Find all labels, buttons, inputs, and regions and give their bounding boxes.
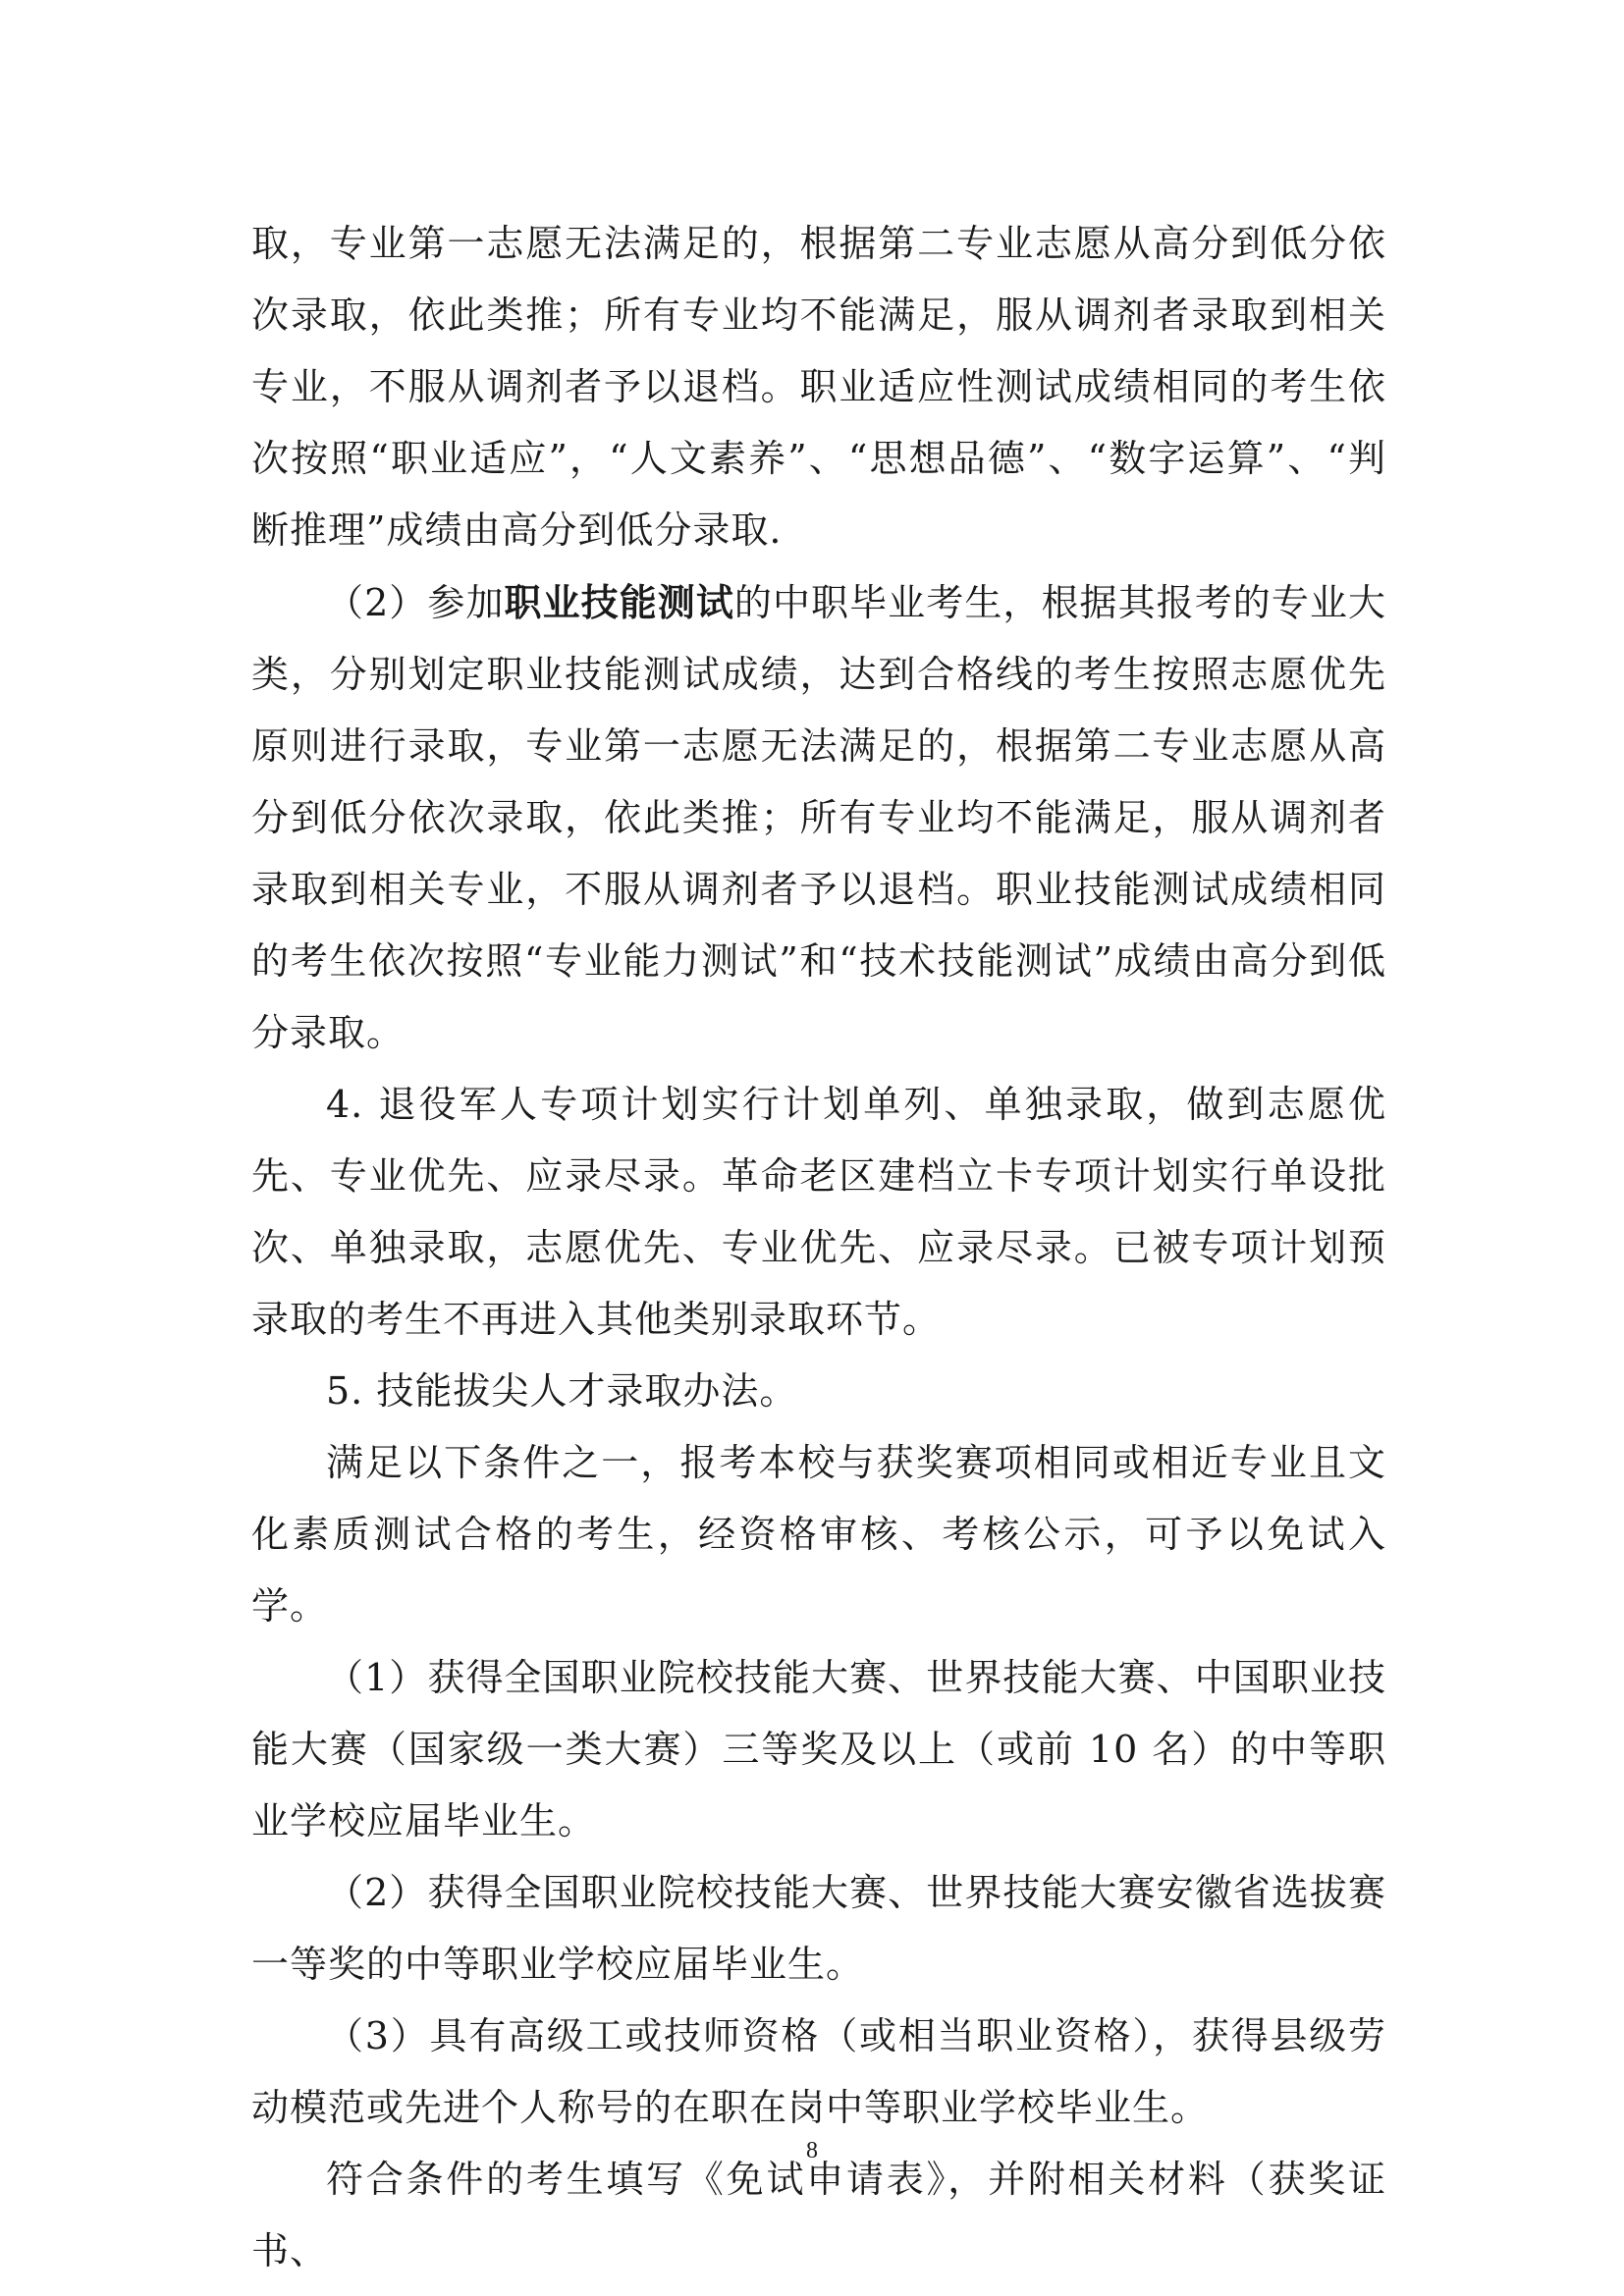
- paragraph-8: [251, 2001, 1386, 2144]
- paragraph-3-text: 4. 退役军人专项计划实行计划单列、单独录取，做到志愿优先、专业优先、应录尽录。革命老区建档立卡专项计划实行单设批次、单独录取，志愿优先、专业优先、应录尽录。已被专项计划预录取的考生不再进入其他类别录取环节。: [251, 1083, 1386, 1341]
- paragraph-5: [251, 1427, 1386, 1642]
- paragraph-6-text: （1）获得全国职业院校技能大赛、世界技能大赛、中国职业技能大赛（国家级一类大赛）三等奖及以上（或前 10 名）的中等职业学校应届毕业生。: [251, 1656, 1386, 1842]
- paragraph-9: [251, 2144, 1386, 2287]
- paragraph-7-text: （2）获得全国职业院校技能大赛、世界技能大赛安徽省选拔赛一等奖的中等职业学校应届毕业生。: [251, 1871, 1386, 1986]
- paragraph-2-text-b: 的中职毕业考生，根据其报考的专业大类，分别划定职业技能测试成绩，达到合格线的考生按照志愿优先原则进行录取，专业第一志愿无法满足的，根据第二专业志愿从高分到低分依次录取，依此类推；所有专业均不能满足，服从调剂者录取到相关专业，不服从调剂者予以退档。职业技能测试成绩相同的考生依次按照“专业能力测试”和“技术技能测试”成绩由高分到低分录取。: [251, 581, 1386, 1054]
- paragraph-1-text: 取，专业第一志愿无法满足的，根据第二专业志愿从高分到低分依次录取，依此类推；所有专业均不能满足，服从调剂者录取到相关专业，不服从调剂者予以退档。职业适应性测试成绩相同的考生依次按照“职业适应”，“人文素养”、“思想品德”、“数字运算”、“判断推理”成绩由高分到低分录取.: [251, 222, 1386, 552]
- paragraph-7: [251, 1857, 1386, 2001]
- document-body: [251, 208, 1386, 2287]
- paragraph-4: [251, 1356, 1386, 1427]
- paragraph-4-text: 5. 技能拔尖人才录取办法。: [326, 1369, 798, 1413]
- paragraph-2: [251, 566, 1386, 1069]
- paragraph-1: [251, 208, 1386, 566]
- paragraph-6: [251, 1642, 1386, 1857]
- paragraph-2-text-a: （2）参加: [326, 581, 505, 624]
- paragraph-9-text: 符合条件的考生填写《免试申请表》，并附相关材料（获奖证书、: [251, 2158, 1386, 2272]
- paragraph-5-text: 满足以下条件之一，报考本校与获奖赛项相同或相近专业且文化素质测试合格的考生，经资格审核、考核公示，可予以免试入学。: [251, 1441, 1386, 1628]
- page-number: 8: [806, 2138, 818, 2163]
- paragraph-8-text: （3）具有高级工或技师资格（或相当职业资格），获得县级劳动模范或先进个人称号的在职在岗中等职业学校毕业生。: [251, 2014, 1386, 2129]
- paragraph-2-bold-term: 职业技能测试: [504, 580, 734, 624]
- paragraph-3: [251, 1069, 1386, 1356]
